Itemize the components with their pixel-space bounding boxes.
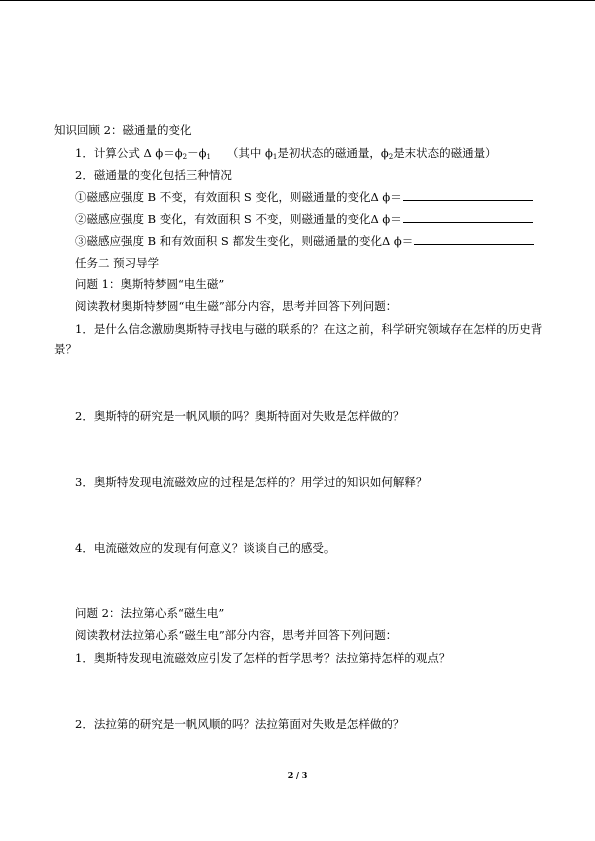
problem1-q4: 4．电流磁效应的发现有何意义？谈谈自己的感受。 (75, 541, 336, 555)
problem2-intro: 阅读教材法拉第心系“磁生电”部分内容，思考并回答下列问题： (75, 628, 398, 642)
header-rule (0, 0, 595, 1)
cases-intro: 2．磁通量的变化包括三种情况 (75, 168, 232, 182)
problem1-intro: 阅读教材奥斯特梦圆“电生磁”部分内容，思考并回答下列问题： (75, 299, 398, 313)
task-title: 任务二 预习导学 (75, 256, 160, 270)
problem2-title: 问题 2：法拉第心系“磁生电” (75, 606, 225, 620)
problem2-q2: 2．法拉第的研究是一帆风顺的吗？法拉第面对失败是怎样做的？ (75, 717, 405, 731)
problem1-q2: 2．奥斯特的研究是一帆风顺的吗？奥斯特面对失败是怎样做的？ (75, 409, 405, 423)
case-2: ②磁感应强度 B 变化，有效面积 S 不变，则磁通量的变化Δ ϕ＝ (75, 211, 533, 227)
problem2-q1: 1．奥斯特发现电流磁效应引发了怎样的哲学思考？法拉第持怎样的观点？ (75, 651, 451, 665)
case-1: ①磁感应强度 B 不变，有效面积 S 变化，则磁通量的变化Δ ϕ＝ (75, 189, 533, 205)
formula-text: 1．计算公式 Δ ϕ＝ϕ (75, 146, 183, 160)
section-title-review: 知识回顾 2：磁通量的变化 (54, 123, 192, 137)
answer-blank-3[interactable] (414, 233, 534, 245)
page-number: 2 / 3 (287, 770, 308, 780)
case-3: ③磁感应强度 B 和有效面积 S 都发生变化，则磁通量的变化Δ ϕ＝ (75, 233, 534, 249)
answer-blank-2[interactable] (403, 211, 533, 223)
problem1-title: 问题 1：奥斯特梦圆“电生磁” (75, 277, 225, 291)
problem1-q3: 3．奥斯特发现电流磁效应的过程是怎样的？用学过的知识如何解释？ (75, 475, 428, 489)
answer-blank-1[interactable] (403, 189, 533, 201)
problem1-q1: 1．是什么信念激励奥斯特寻找电与磁的联系的？在这之前，科学研究领域存在怎样的历史背景？ (54, 322, 543, 356)
formula-line: 1．计算公式 Δ $\phi=\phi_2-\phi_1$ （其中 $\phi_1$是初状态的磁通量，$\phi_2$是末状态的磁通量） (75, 146, 497, 161)
